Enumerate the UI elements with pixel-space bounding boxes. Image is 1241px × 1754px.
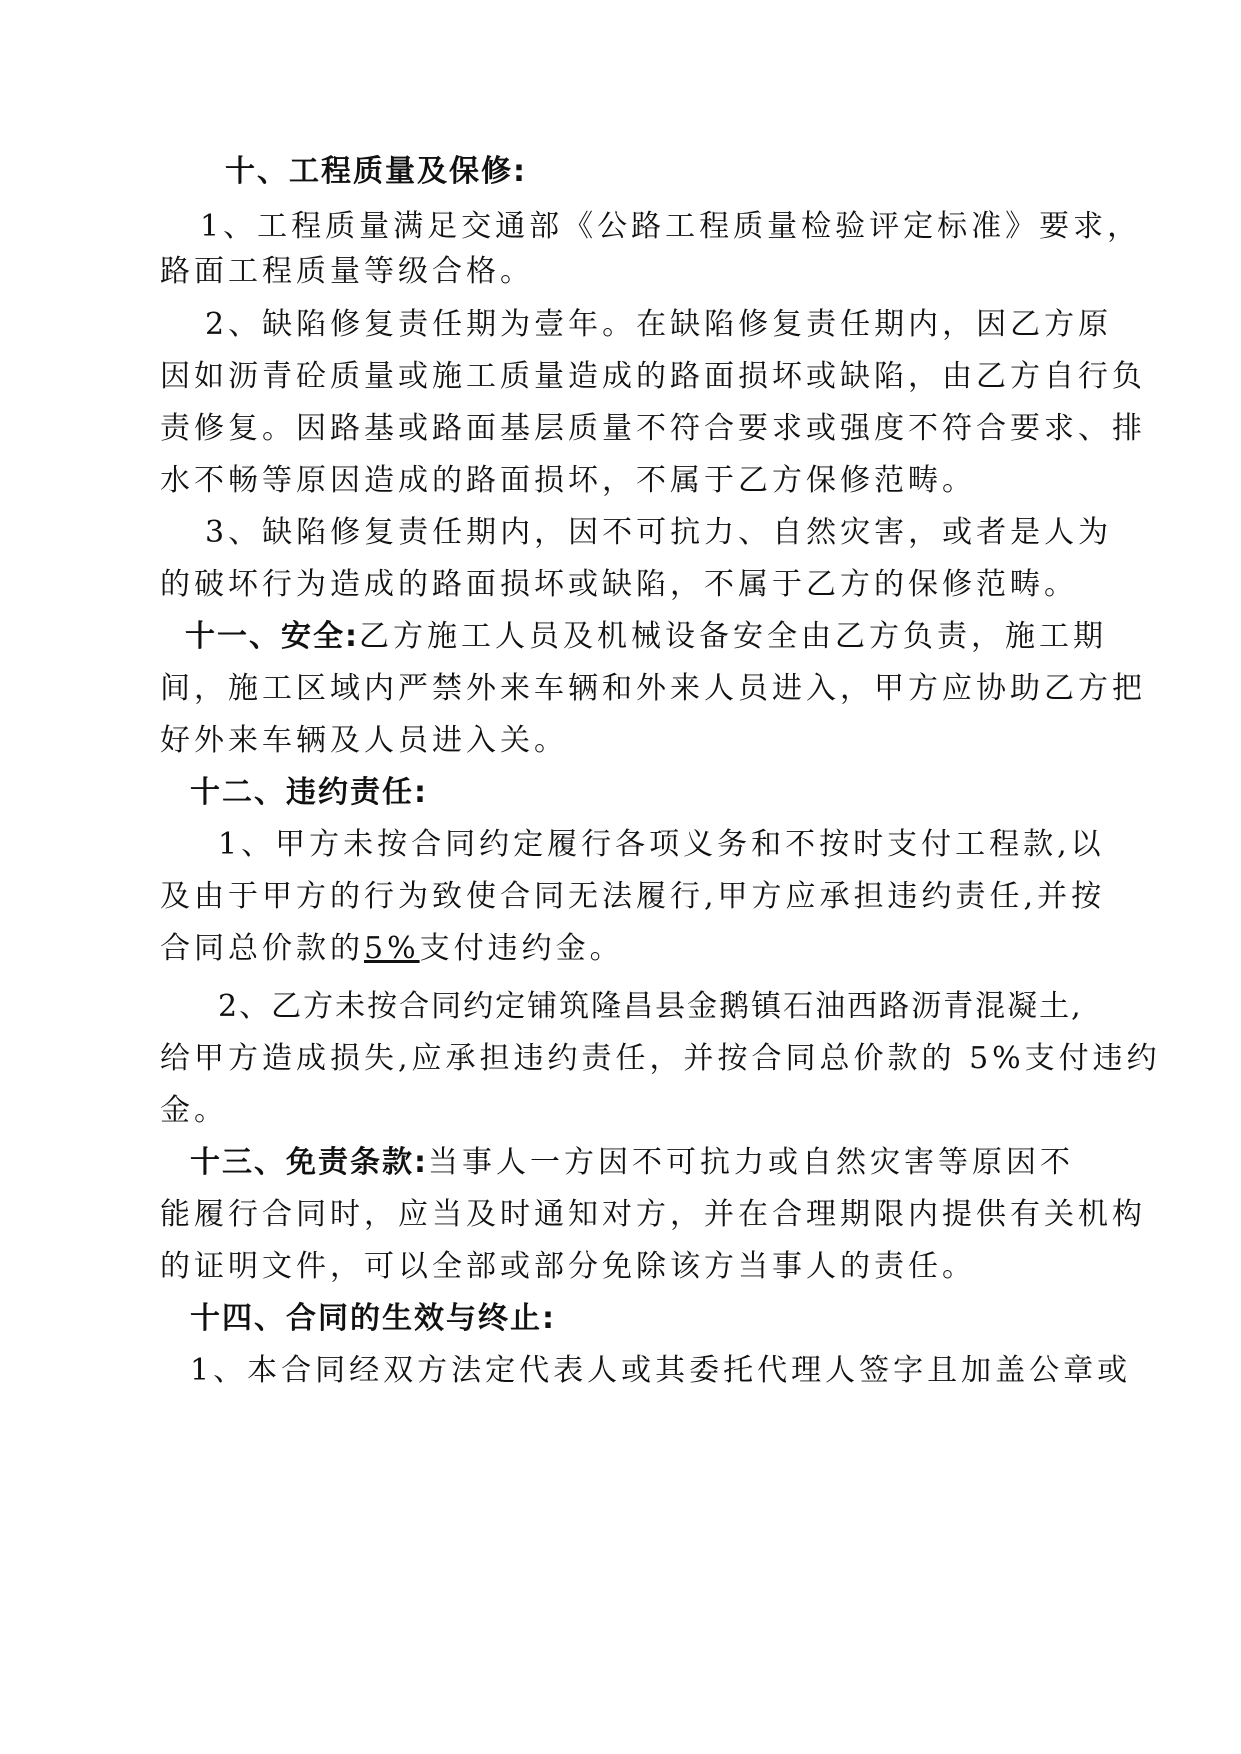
s13-line1 — [190, 1141, 1110, 1185]
s10-p2-line3: 责修复。因路基或路面基层质量不符合要求或强度不符合要求、排 — [160, 411, 1146, 446]
s14-p1-line1: 1、本合同经双方法定代表人或其委托代理人签字且加盖公章或 — [190, 1353, 1132, 1388]
s10-p2-line2: 因如沥青砼质量或施工质量造成的路面损坏或缺陷，由乙方自行负 — [160, 359, 1146, 394]
s10-p3-line1: 3、缺陷修复责任期内，因不可抗力、自然灾害，或者是人为 — [205, 515, 1113, 550]
s11-text1: 乙方施工人员及机械设备安全由乙方负责，施工期 — [359, 619, 1107, 654]
s10-p2-line4: 水不畅等原因造成的路面损坏，不属于乙方保修范畴。 — [160, 463, 976, 498]
s13-text1: 当事人一方因不可抗力或自然灾害等原因不 — [428, 1145, 1074, 1180]
s12-p2-line1: 2、乙方未按合同约定铺筑隆昌县金鹅镇石油西路沥青混凝土, — [218, 989, 1083, 1024]
section-13-heading: 十三、免责条款: — [190, 1145, 428, 1180]
section-14-heading: 十四、合同的生效与终止: — [190, 1301, 556, 1336]
s10-p3-line2: 的破坏行为造成的路面损坏或缺陷，不属于乙方的保修范畴。 — [160, 567, 1078, 602]
penalty-percent: 5% — [364, 931, 420, 966]
s13-line2: 能履行合同时，应当及时通知对方，并在合理期限内提供有关机构 — [160, 1197, 1146, 1232]
s12-p1-line2: 及由于甲方的行为致使合同无法履行,甲方应承担违约责任,并按 — [160, 879, 1106, 914]
s11-line2: 间，施工区域内严禁外来车辆和外来人员进入，甲方应协助乙方把 — [160, 671, 1146, 706]
s12-p1-line3-pre: 合同总价款的 — [160, 931, 364, 966]
s11-line1 — [185, 615, 1110, 659]
s12-p1-line1: 1、甲方未按合同约定履行各项义务和不按时支付工程款,以 — [218, 827, 1105, 862]
s12-p2-line2: 给甲方造成损失,应承担违约责任，并按合同总价款的 5%支付违约 — [160, 1041, 1161, 1076]
section-12-heading: 十二、违约责任: — [190, 775, 428, 810]
s12-p2-line3: 金。 — [160, 1093, 228, 1128]
s10-p2-line1: 2、缺陷修复责任期为壹年。在缺陷修复责任期内，因乙方原 — [205, 307, 1113, 342]
section-10-heading: 十、工程质量及保修: — [225, 154, 527, 189]
s12-p1-line3-post: 支付违约金。 — [419, 931, 624, 966]
s10-p1-line2: 路面工程质量等级合格。 — [160, 254, 534, 289]
s12-p1-line3 — [160, 927, 1110, 971]
s13-line3: 的证明文件，可以全部或部分免除该方当事人的责任。 — [160, 1249, 976, 1284]
s11-line3: 好外来车辆及人员进入关。 — [160, 723, 568, 758]
section-11-heading: 十一、安全: — [185, 619, 359, 654]
s10-p1-line1: 1、工程质量满足交通部《公路工程质量检验评定标准》要求， — [200, 209, 1142, 244]
